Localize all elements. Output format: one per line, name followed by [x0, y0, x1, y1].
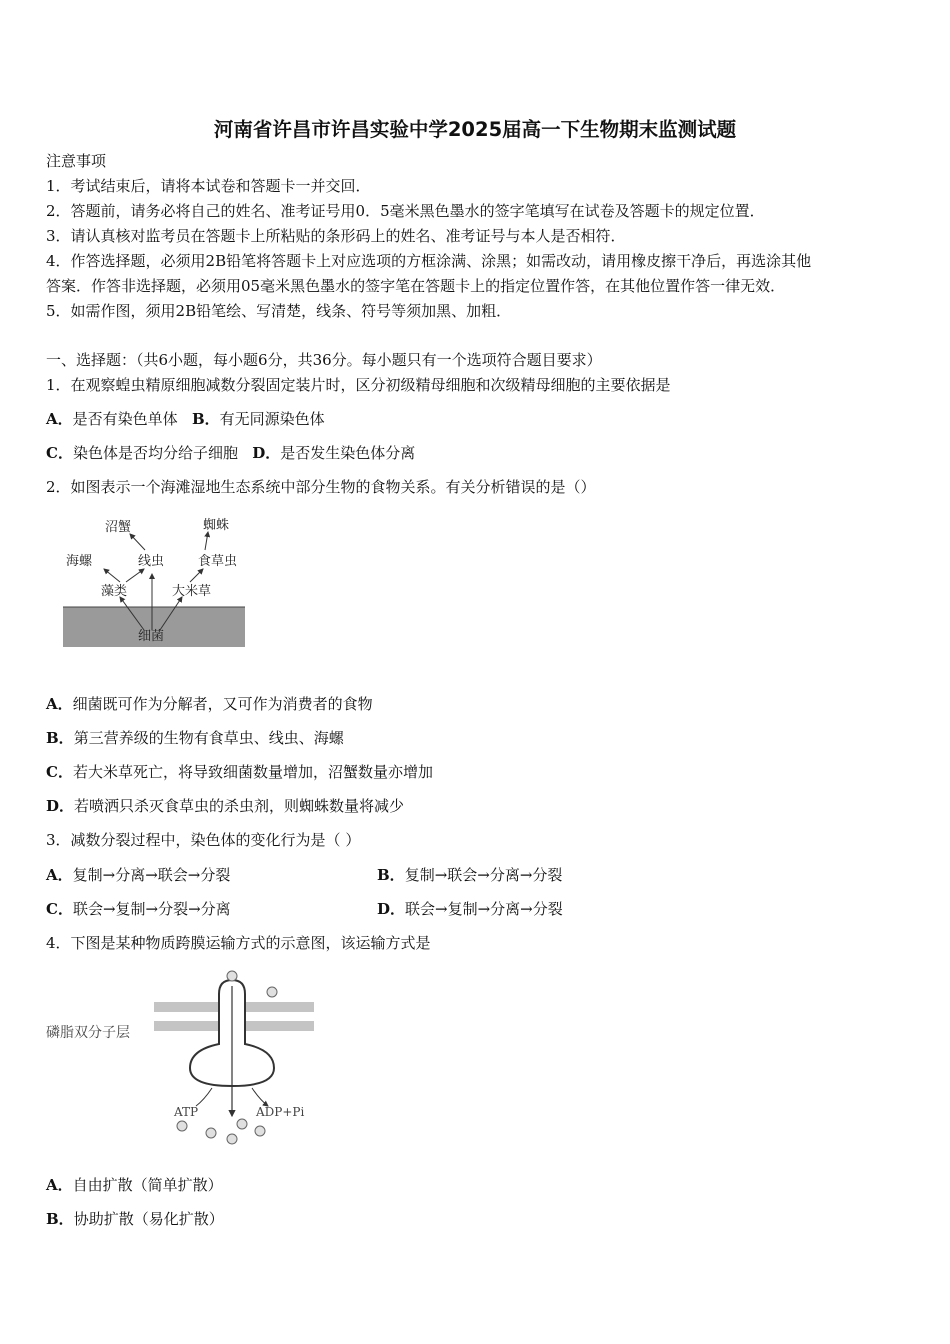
label-adp: ADP+Pi	[256, 1105, 305, 1119]
option-letter: D．	[252, 444, 281, 462]
notice-item: 2．答题前，请务必将自己的姓名、准考证号用0．5毫米黑色墨水的签字笔填写在试卷及答题卡的规定位置．	[46, 202, 765, 220]
label-zhaoxie: 沼蟹	[105, 520, 132, 535]
notice-item: 答案．作答非选择题，必须用05毫米黑色墨水的签字笔在答题卡上的指定位置作答，在其他位置作答一律无效．	[46, 277, 786, 295]
option-text: 自由扩散（简单扩散）	[72, 1176, 223, 1194]
label-zaolei: 藻类	[101, 584, 128, 599]
label-hailuo: 海螺	[66, 554, 93, 569]
molecule	[237, 1119, 247, 1129]
label-membrane: 磷脂双分子层	[46, 1025, 130, 1041]
notice-heading: 注意事项	[46, 152, 107, 170]
notice-item: 5．如需作图，须用2B铅笔绘、写清楚，线条、符号等须加黑、加粗．	[46, 302, 512, 320]
question-2-option-c	[46, 762, 433, 782]
option-text: 有无同源染色体	[219, 410, 325, 428]
question-2-stem: 2．如图表示一个海滩湿地生态系统中部分生物的食物关系。有关分析错误的是（）	[46, 478, 596, 496]
option-text: 复制→分离→联会→分裂	[72, 866, 231, 884]
label-zhizhu: 蜘蛛	[203, 518, 230, 533]
question-4-stem: 4．下图是某种物质跨膜运输方式的示意图，该运输方式是	[46, 934, 431, 952]
option-letter: C．	[46, 900, 73, 918]
option-text: 若大米草死亡，将导致细菌数量增加，沼蟹数量亦增加	[72, 763, 433, 781]
option-letter: B．	[191, 410, 220, 428]
option-letter: B．	[377, 866, 405, 884]
molecule	[227, 1134, 237, 1144]
section-heading: 一、选择题：（共6小题，每小题6分，共36分。每小题只有一个选项符合题目要求）	[46, 351, 602, 369]
option-letter: A．	[46, 1176, 73, 1194]
question-3-option-b	[377, 865, 562, 885]
question-3-stem: 3．减数分裂过程中，染色体的变化行为是（ ）	[46, 831, 361, 849]
option-text: 协助扩散（易化扩散）	[73, 1210, 224, 1228]
option-letter: D．	[46, 797, 75, 815]
question-4-option-a	[46, 1175, 223, 1195]
option-text: 第三营养级的生物有食草虫、线虫、海螺	[73, 729, 344, 747]
label-xijun: 细菌	[138, 629, 165, 644]
molecule	[267, 987, 277, 997]
molecule	[255, 1126, 265, 1136]
option-text: 联会→复制→分离→分裂	[405, 900, 563, 918]
option-text: 是否有染色单体	[72, 410, 178, 428]
notice-item: 1．考试结束后，请将本试卷和答题卡一并交回．	[46, 177, 371, 195]
question-2-option-a	[46, 694, 373, 714]
notice-item: 4．作答选择题，必须用2B铅笔将答题卡上对应选项的方框涂满、涂黑；如需改动，请用橡皮擦干净后，再选涂其他	[46, 252, 812, 270]
option-letter: B．	[46, 1210, 74, 1228]
membrane-transport-figure	[44, 966, 334, 1151]
option-letter: A．	[46, 410, 73, 428]
option-letter: B．	[46, 729, 74, 747]
label-damicao: 大米草	[172, 584, 212, 599]
question-2-option-b	[46, 728, 344, 748]
option-text: 联会→复制→分裂→分离	[72, 900, 231, 918]
question-2-option-d	[46, 796, 404, 816]
label-shicaochong: 食草虫	[198, 554, 238, 569]
option-text: 若喷洒只杀灭食草虫的杀虫剂，则蜘蛛数量将减少	[74, 797, 405, 815]
question-1-stem: 1．在观察蝗虫精原细胞减数分裂固定装片时，区分初级精母细胞和次级精母细胞的主要依据是	[46, 376, 671, 394]
option-text: 细菌既可作为分解者，又可作为消费者的食物	[72, 695, 373, 713]
question-4-option-b	[46, 1209, 224, 1229]
molecule	[177, 1121, 187, 1131]
option-text: 是否发生染色体分离	[280, 444, 416, 462]
option-letter: C．	[46, 763, 73, 781]
option-letter: A．	[46, 695, 73, 713]
option-letter: C．	[46, 444, 73, 462]
question-3-option-c	[46, 899, 231, 919]
page-title: 河南省许昌市许昌实验中学2025届高一下生物期末监测试题	[213, 118, 737, 141]
molecule	[227, 971, 237, 981]
question-3-option-d	[377, 899, 563, 919]
question-3-option-a	[46, 865, 230, 885]
option-letter: D．	[377, 900, 406, 918]
option-text: 复制→联会→分离→分裂	[404, 866, 563, 884]
molecule	[206, 1128, 216, 1138]
option-letter: A．	[46, 866, 73, 884]
food-web-figure	[60, 512, 250, 650]
notice-item: 3．请认真核对监考员在答题卡上所粘贴的条形码上的姓名、准考证号与本人是否相符．	[46, 227, 626, 245]
label-atp: ATP	[174, 1105, 199, 1119]
question-1-options-cd	[46, 443, 415, 463]
label-xianchong: 线虫	[138, 554, 165, 569]
question-1-options-ab	[46, 409, 325, 429]
option-text: 染色体是否均分给子细胞	[72, 444, 238, 462]
